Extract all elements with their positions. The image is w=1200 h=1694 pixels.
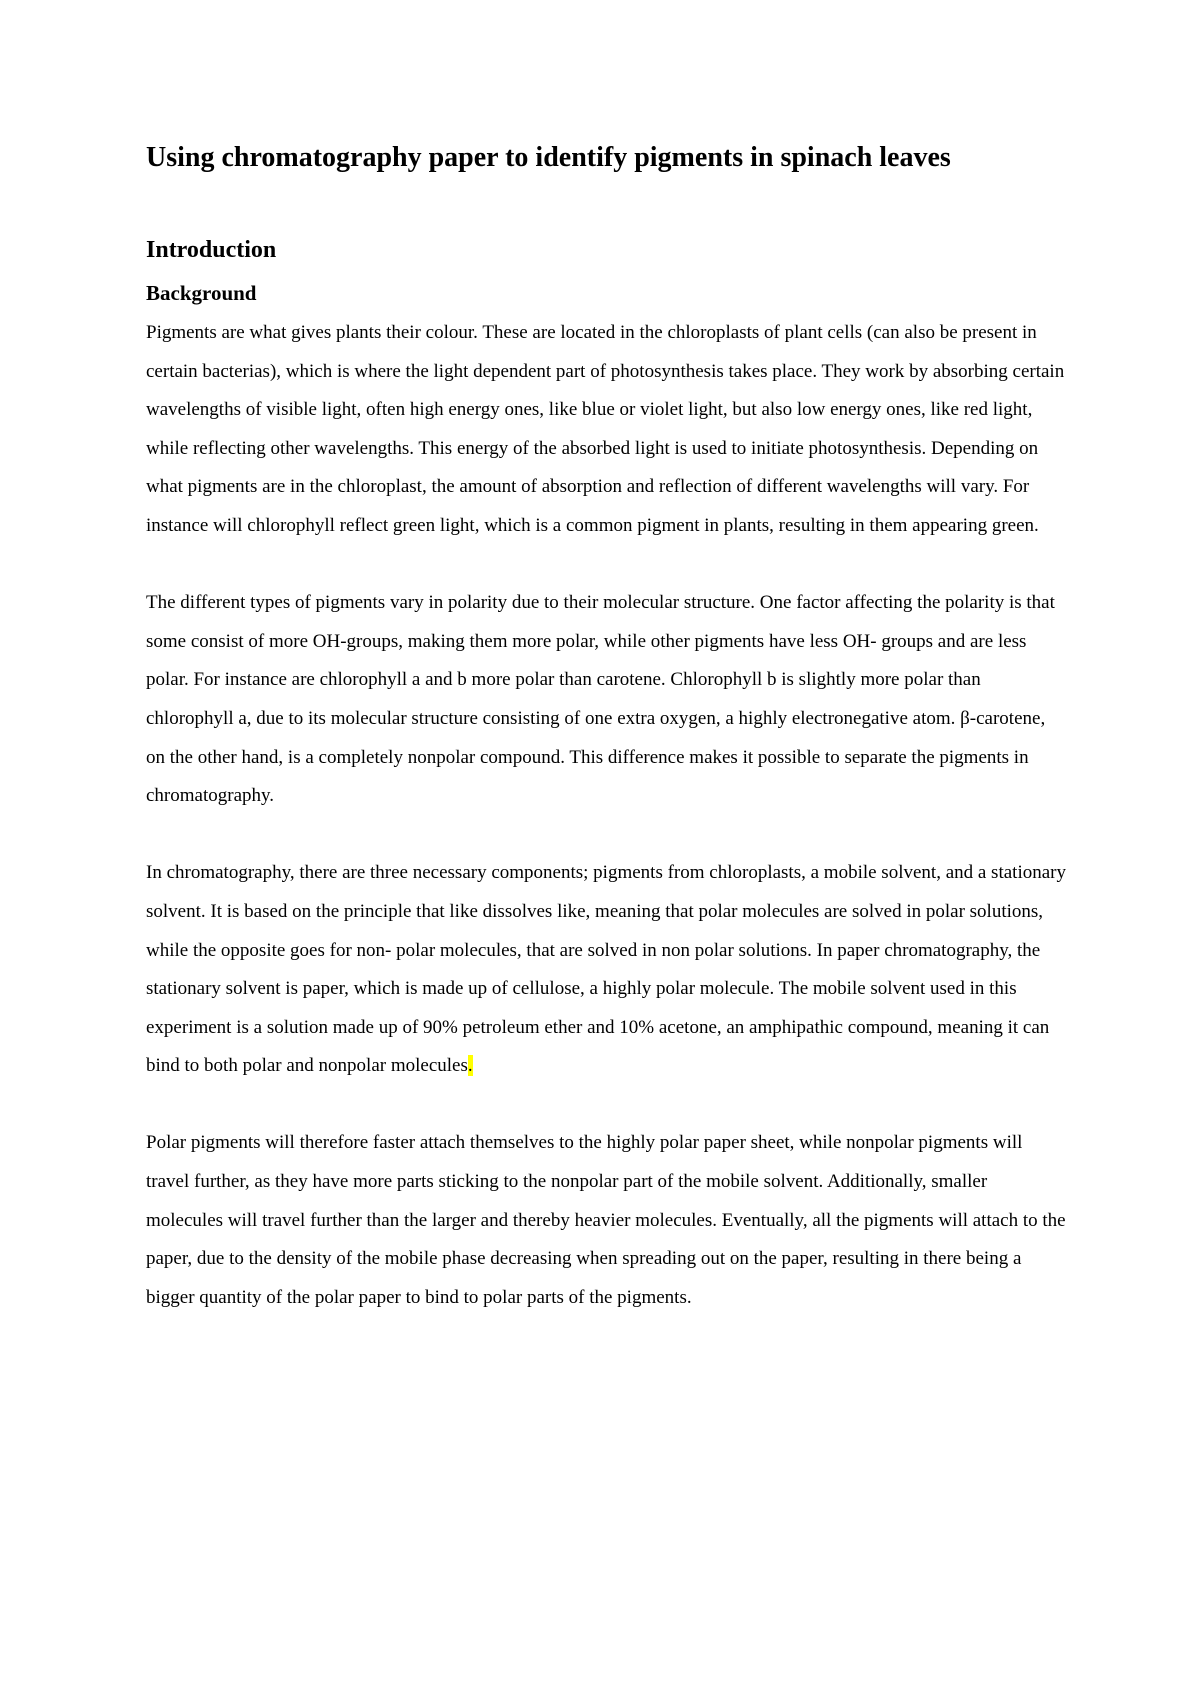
highlighted-period: . [467, 1055, 473, 1077]
subsection-heading-background: Background [146, 281, 257, 305]
paragraph-chromatography [146, 854, 1066, 1086]
paragraph-chromatography-text: In chromatography, there are three necessary components; pigments from chloroplasts, a mobile solvent, and a stationary solvent. It is based on the principle that like dissolves like, meaning that polar molecules are solved in polar solutions, while the opposite goes for non- polar molecules, that are solved in non polar solutions. In paper chromatography, the stationary solvent is paper, which is made up of cellulose, a highly polar molecule. The mobile solvent used in this experiment is a solution made up of 90% petroleum ether and 10% acetone, an amphipathic compound, meaning it can bind to both polar and nonpolar molecules [146, 862, 1066, 1077]
paragraph-polarity: The different types of pigments vary in polarity due to their molecular structure. One factor affecting the polarity is that some consist of more OH-groups, making them more polar, while other pigments have less OH- groups and are less polar. For instance are chlorophyll a and b more polar than carotene. Chlorophyll b is slightly more polar than chlorophyll a, due to its molecular structure consisting of one extra oxygen, a highly electronegative atom. β-carotene, on the other hand, is a completely nonpolar compound. This difference makes it possible to separate the pigments in chromatography. [146, 592, 1055, 807]
paragraph-pigments: Pigments are what gives plants their colour. These are located in the chloroplasts of plant cells (can also be present in certain bacterias), which is where the light dependent part of photosynthesis takes place. They work by absorbing certain wavelengths of visible light, often high energy ones, like blue or violet light, but also low energy ones, like red light, while reflecting other wavelengths. This energy of the absorbed light is used to initiate photosynthesis. Depending on what pigments are in the chloroplast, the amount of absorption and reflection of different wavelengths will vary. For instance will chlorophyll reflect green light, which is a common pigment in plants, resulting in them appearing green. [146, 322, 1065, 536]
section-heading-introduction: Introduction [146, 237, 277, 263]
document-body [146, 140, 1066, 1356]
document-title: Using chromatography paper to identify pigments in spinach leaves [146, 142, 951, 173]
paragraph-polar-pigments: Polar pigments will therefore faster attach themselves to the highly polar paper sheet, while nonpolar pigments will travel further, as they have more parts sticking to the nonpolar part of the mobile solvent. Additionally, smaller molecules will travel further than the larger and thereby heavier molecules. Eventually, all the pigments will attach to the paper, due to the density of the mobile phase decreasing when spreading out on the paper, resulting in there being a bigger quantity of the polar paper to bind to polar parts of the pigments. [146, 1132, 1066, 1308]
